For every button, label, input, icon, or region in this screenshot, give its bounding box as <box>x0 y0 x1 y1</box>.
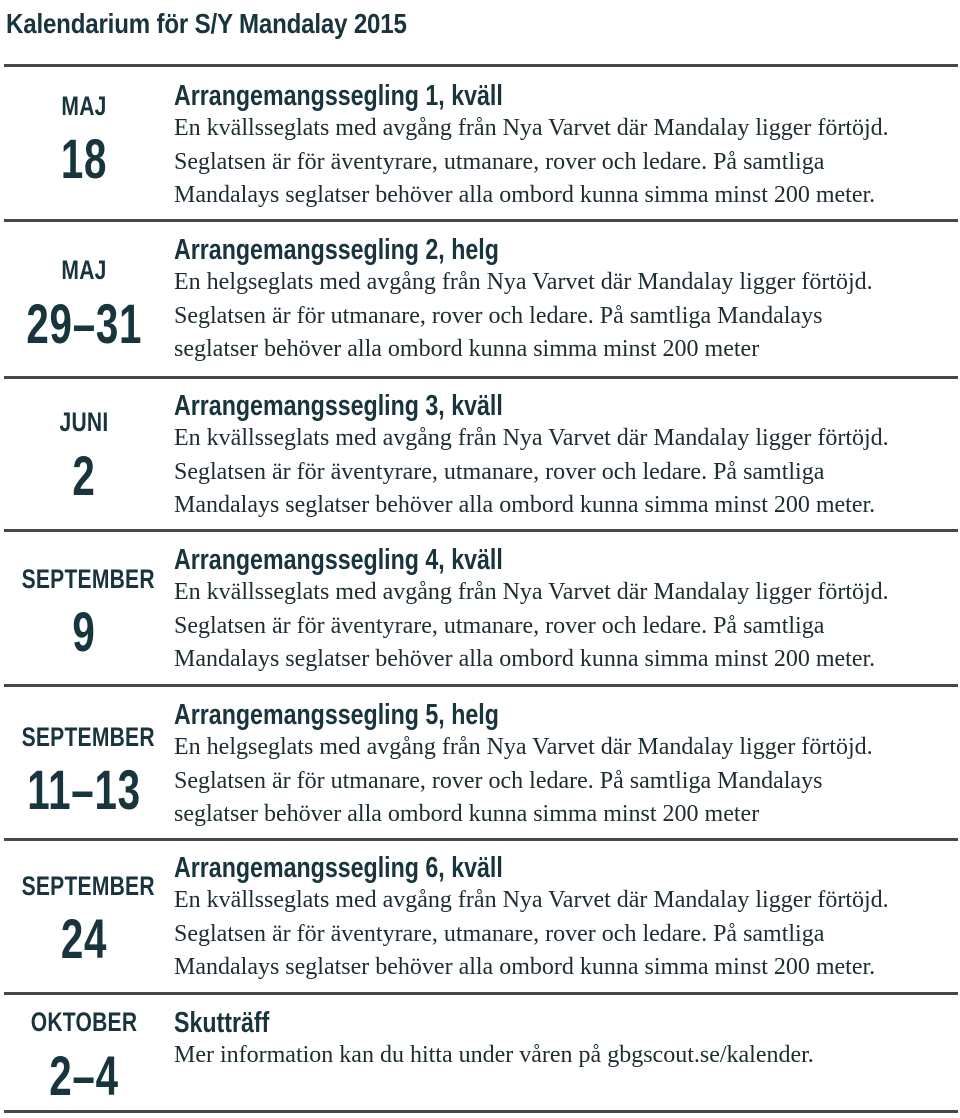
event-content <box>174 698 958 832</box>
description-line: Seglatsen är för utmanare, rover och ledare. På samtliga Mandalays <box>174 302 823 329</box>
description-line: En helgseglats med avgång från Nya Varvet där Mandalay ligger förtöjd. <box>174 734 873 760</box>
event-content <box>174 543 958 677</box>
description-line: seglatser behöver alla ombord kunna simma minst 200 meter <box>174 336 760 362</box>
event-day: 24 <box>60 907 108 970</box>
event-month: SEPTEMBER <box>21 871 155 901</box>
description-line: Mandalays seglatser behöver alla ombord kunna simma minst 200 meter. <box>174 492 876 518</box>
event-content <box>174 79 958 213</box>
event-description <box>174 266 958 367</box>
divider <box>4 64 958 67</box>
event-day: 11–13 <box>27 758 141 821</box>
description-line: seglatser behöver alla ombord kunna simma minst 200 meter <box>174 801 760 827</box>
event-month: MAJ <box>61 91 107 121</box>
event-description <box>174 1039 958 1073</box>
event-content <box>174 851 958 985</box>
event-day: 18 <box>60 127 108 190</box>
divider <box>4 838 958 841</box>
divider <box>4 529 958 532</box>
divider <box>4 684 958 687</box>
description-line: Mandalays seglatser behöver alla ombord kunna simma minst 200 meter. <box>174 182 876 208</box>
description-line: Seglatsen är för äventyrare, utmanare, rover och ledare. På samtliga <box>174 148 825 175</box>
event-day: 29–31 <box>26 292 143 355</box>
description-line: En kvällsseglats med avgång från Nya Varvet där Mandalay ligger förtöjd. <box>174 887 889 913</box>
description-line: En helgseglats med avgång från Nya Varvet där Mandalay ligger förtöjd. <box>174 269 873 295</box>
divider <box>4 992 958 995</box>
event-day: 2–4 <box>49 1044 119 1107</box>
description-line: Seglatsen är för utmanare, rover och ledare. På samtliga Mandalays <box>174 767 823 794</box>
event-title: Arrangemangssegling 6, kväll <box>174 852 503 884</box>
event-day: 9 <box>72 600 96 663</box>
event-title: Arrangemangssegling 2, helg <box>174 234 499 266</box>
description-line: Mandalays seglatser behöver alla ombord kunna simma minst 200 meter. <box>174 954 876 980</box>
event-title: Arrangemangssegling 3, kväll <box>174 390 503 422</box>
event-title: Arrangemangssegling 4, kväll <box>174 544 503 576</box>
event-description <box>174 422 958 523</box>
event-title: Arrangemangssegling 1, kväll <box>174 80 503 112</box>
event-title: Skutträff <box>174 1007 270 1039</box>
divider <box>4 219 958 222</box>
divider <box>4 1110 958 1113</box>
description-line: En kvällsseglats med avgång från Nya Varvet där Mandalay ligger förtöjd. <box>174 115 889 141</box>
description-line: Seglatsen är för äventyrare, utmanare, rover och ledare. På samtliga <box>174 458 825 485</box>
divider <box>4 376 958 379</box>
description-line: En kvällsseglats med avgång från Nya Varvet där Mandalay ligger förtöjd. <box>174 579 889 605</box>
description-line: Seglatsen är för äventyrare, utmanare, rover och ledare. På samtliga <box>174 612 825 639</box>
event-content <box>174 1006 958 1073</box>
description-line: Mer information kan du hitta under våren på gbgscout.se/kalender. <box>174 1042 814 1068</box>
event-title: Arrangemangssegling 5, helg <box>174 699 499 731</box>
event-month: OKTOBER <box>30 1007 138 1037</box>
event-description <box>174 884 958 985</box>
event-content <box>174 389 958 523</box>
event-month: JUNI <box>59 407 109 437</box>
event-month: SEPTEMBER <box>21 564 155 594</box>
page-title: Kalendarium för S/Y Mandalay 2015 <box>6 8 407 39</box>
event-content <box>174 233 958 367</box>
description-line: Mandalays seglatser behöver alla ombord kunna simma minst 200 meter. <box>174 646 876 672</box>
event-month: MAJ <box>61 255 107 285</box>
event-description <box>174 731 958 832</box>
event-description <box>174 112 958 213</box>
event-day: 2 <box>72 444 96 507</box>
description-line: En kvällsseglats med avgång från Nya Varvet där Mandalay ligger förtöjd. <box>174 425 889 451</box>
event-month: SEPTEMBER <box>21 722 155 752</box>
event-description <box>174 576 958 677</box>
description-line: Seglatsen är för äventyrare, utmanare, rover och ledare. På samtliga <box>174 920 825 947</box>
